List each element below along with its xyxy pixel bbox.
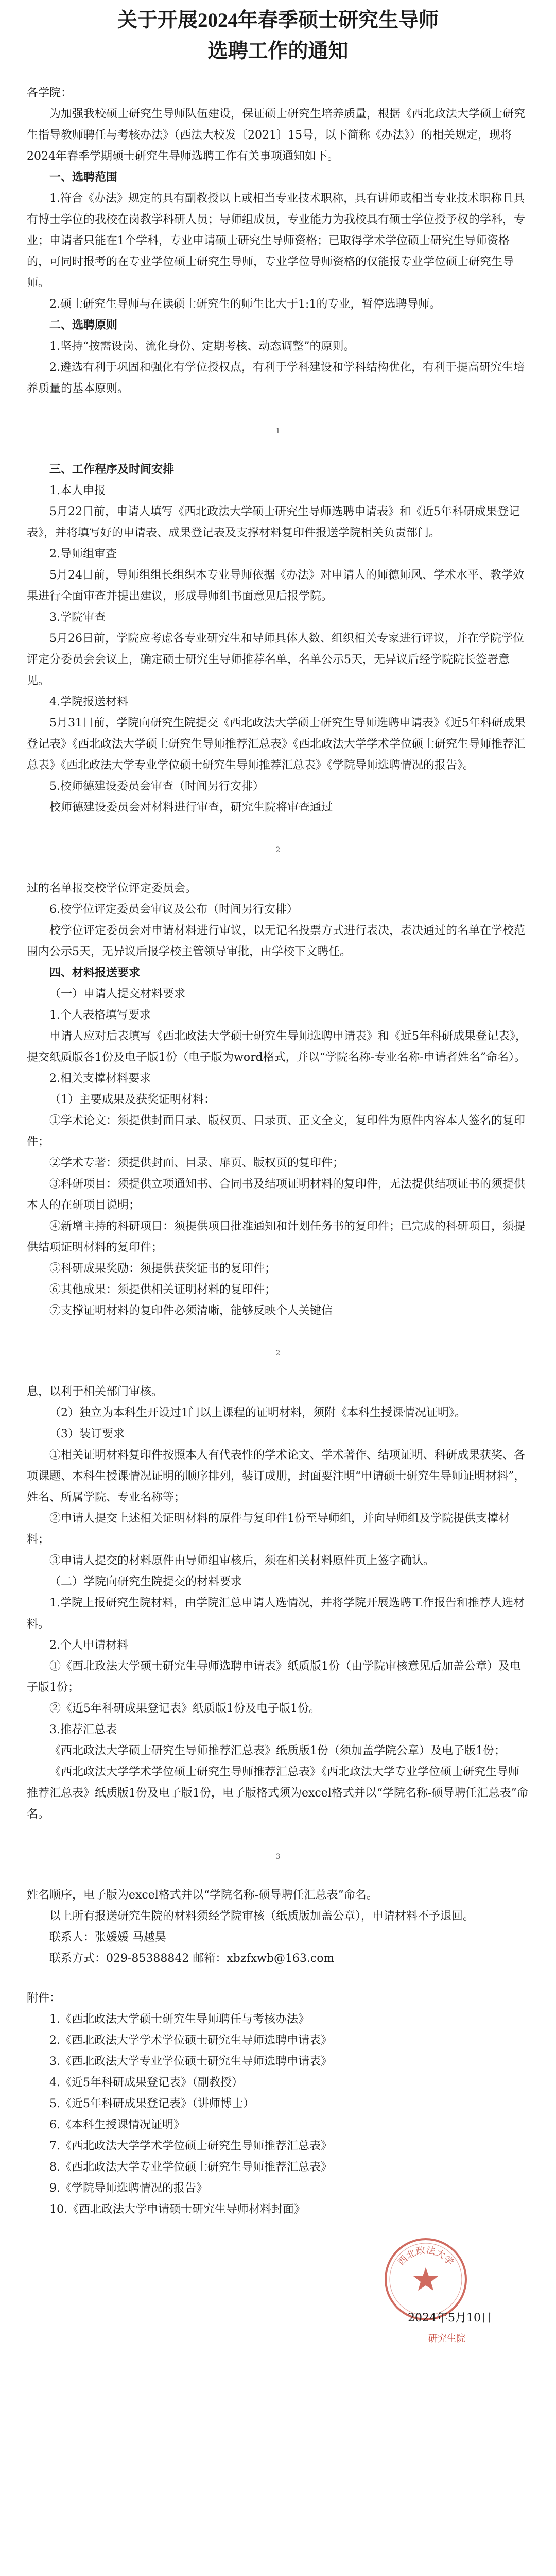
attachment-item: 5.《近5年科研成果登记表》（讲师博士） xyxy=(49,2097,254,2110)
step-paragraph-6: 校学位评定委员会对申请材料进行审议，以无记名投票方式进行表决，表决通过的名单在学校范围内公示5天，无异议后报学校主管领导审批，由学校下文聘任。 xyxy=(27,924,526,958)
attachment-list xyxy=(27,1988,529,2220)
section1-paragraph-1: 1.符合《办法》规定的具有副教授以上或相当专业技术职称，具有讲师或相当专业技术职称且具有博士学位的我校在岗教学科研人员；导师组成员，专业能力为我校具有硕士学位授予权的学科，专业；申请者只能在1个学科，专业申请硕士研究生导师资格；已取得学术学位硕士研究生导师资格的，可同时报考的在专业学位硕士研究生导师，专业学位导师资格的仅能报专业学位硕士研究生导师。 xyxy=(27,192,526,290)
college-material-3a: 《西北政法大学硕士研究生导师推荐汇总表》纸质版1份（须加盖学院公章）及电子版1份； xyxy=(49,1744,506,1757)
attachment-item: 1.《西北政法大学硕士研究生导师聘任与考核办法》 xyxy=(49,2013,309,2026)
college-material-heading-3: 3.推荐汇总表 xyxy=(49,1723,117,1736)
page-number: 2 xyxy=(275,846,281,854)
svg-text:西北政法大学 xyxy=(396,2245,456,2267)
material-award: ⑤科研成果奖励：须提供获奖证书的复印件； xyxy=(49,1262,276,1275)
binding-requirement-1: ①相关证明材料复印件按照本人有代表性的学术论文、学术著作、结项证明、科研成果获奖、各项课题、本科生授课情况证明的顺序排列，装订成册，封面要注明“申请硕士研究生导师证明材料”，姓名、所属学院、专业名称等； xyxy=(27,1449,526,1504)
intro-paragraph: 为加强我校硕士研究生导师队伍建设，保证硕士研究生培养质量，根据《西北政法大学硕士研究生指导教师聘任与考核办法》（西法大校发〔2021〕15号，以下简称《办法》）的相关规定，现将2024年春季学期硕士研究生导师选聘工作有关事项通知如下。 xyxy=(27,108,526,163)
college-material-2b: ②《近5年科研成果登记表》纸质版1份及电子版1份。 xyxy=(49,1702,320,1715)
section-heading-1: 一、选聘范围 xyxy=(49,171,118,184)
binding-requirement-2: ②申请人提交上述相关证明材料的原件与复印件1份至导师组，并向导师组及学院提供支撑材料； xyxy=(27,1512,510,1546)
spacer xyxy=(27,1969,529,1988)
college-material-3b: 《西北政法大学学术学位硕士研究生导师推荐汇总表》《西北政法大学专业学位硕士研究生导师推荐汇总表》纸质版1份及电子版1份，电子版格式须为excel格式并以“学院名称-硕导聘任汇总表”命名。 xyxy=(27,1766,528,1821)
seal-text: 西北政法大学 xyxy=(395,2245,456,2268)
signature-unit: 研究生院 xyxy=(428,2333,465,2344)
section2-paragraph-2: 2.遴选有利于巩固和强化有学位授权点，有利于学科建设和学科结构优化，有利于提高研究生培养质量的基本原则。 xyxy=(27,361,525,395)
step-paragraph-5: 校师德建设委员会对材料进行审查，研究生院将审查通过 xyxy=(49,801,333,814)
title-block xyxy=(27,5,529,67)
subsection-heading-1: （一）申请人提交材料要求 xyxy=(49,988,186,1001)
page-number: 2 xyxy=(275,1349,281,1358)
document-title-line2: 选聘工作的通知 xyxy=(207,40,349,62)
signature-date: 2024年5月10日 xyxy=(408,2312,492,2325)
material-other: ⑥其他成果：须提供相关证明材料的复印件； xyxy=(49,1283,276,1296)
attachment-item: 6.《本科生授课情况证明》 xyxy=(49,2119,185,2131)
step-paragraph-1: 5月22日前，申请人填写《西北政法大学硕士研究生导师选聘申请表》和《近5年科研成果登记表》，并将填写好的申请表、成果登记表及支撑材料复印件报送学院相关负责部门。 xyxy=(27,505,520,539)
step-heading-5: 5.校师德建设委员会审查（时间另行安排） xyxy=(49,780,264,793)
material-paper: ①学术论文：须提供封面目录、版权页、目录页、正文全文，复印件为原件内容本人签名的复印件； xyxy=(27,1114,526,1148)
material-project: ③科研项目：须提供立项通知书、合同书及结项证明材料的复印件，无法提供结项证书的须提供本人的在研项目说明； xyxy=(27,1178,526,1212)
section-heading-3: 三、工作程序及时间安排 xyxy=(49,463,175,476)
item-heading-2c: （3）装订要求 xyxy=(49,1428,125,1440)
item-heading-2: 2.相关支撑材料要求 xyxy=(49,1072,151,1085)
attachment-item: 7.《西北政法大学学术学位硕士研究生导师推荐汇总表》 xyxy=(49,2140,332,2153)
binding-requirement-3: ③申请人提交的材料原件由导师组审核后，须在相关材料原件页上签字确认。 xyxy=(49,1554,435,1567)
item-heading-2a: （1）主要成果及获奖证明材料： xyxy=(49,1093,215,1106)
attachment-item: 10.《西北政法大学申请硕士研究生导师材料封面》 xyxy=(49,2203,305,2216)
college-material-1: 1.学院上报研究生院材料，由学院汇总申请人选情况，并将学院开展选聘工作报告和推荐人选材料。 xyxy=(27,1597,525,1631)
step-heading-6: 6.校学位评定委员会审议及公布（时间另行安排） xyxy=(49,903,298,916)
attachment-item: 2.《西北政法大学学术学位硕士研究生导师选聘申请表》 xyxy=(49,2034,332,2047)
subsection-heading-2: （二）学院向研究生院提交的材料要求 xyxy=(49,1575,242,1588)
step-heading-2: 2.导师组审查 xyxy=(49,548,117,561)
tail-paragraph: 以上所有报送研究生院的材料须经学院审核（纸质版加盖公章），申请材料不予退回。 xyxy=(49,1910,475,1923)
item-heading-1: 1.个人表格填写要求 xyxy=(49,1009,151,1022)
step-heading-3: 3.学院审查 xyxy=(49,611,106,624)
contact-persons: 联系人：张媛媛 马越昊 xyxy=(49,1931,166,1944)
step-paragraph-2: 5月24日前，导师组组长组织本专业导师依据《办法》对申请人的师德师风、学术水平、教学效果进行全面审查并提出建议，形成导师组书面意见后报学院。 xyxy=(27,569,524,603)
section-heading-4: 四、材料报送要求 xyxy=(49,967,141,979)
signature-area xyxy=(27,2230,529,2349)
step-paragraph-5-continued: 过的名单报交校学位评定委员会。 xyxy=(27,882,197,895)
page-number: 1 xyxy=(275,427,281,435)
tail-continued: 姓名顺序，电子版为excel格式并以“学院名称-硕导聘任汇总表”命名。 xyxy=(27,1889,378,1902)
attachment-item: 3.《西北政法大学专业学位硕士研究生导师选聘申请表》 xyxy=(49,2055,332,2068)
step-paragraph-4: 5月31日前，学院向研究生院提交《西北政法大学硕士研究生导师选聘申请表》《近5年科研成果登记表》《西北政法大学硕士研究生导师推荐汇总表》《西北政法大学学术学位硕士研究生导师推荐汇总表》《西北政法大学专业学位硕士研究生导师推荐汇总表》《学院导师选聘情况的报告》。 xyxy=(27,717,526,772)
step-heading-4: 4.学院报送材料 xyxy=(49,696,128,708)
material-monograph: ②学术专著：须提供封面、目录、扉页、版权页的复印件； xyxy=(49,1157,344,1170)
item-paragraph-1: 申请人应对后表填写《西北政法大学硕士研究生导师选聘申请表》和《近5年科研成果登记表》，提交纸质版各1份及电子版1份（电子版为word格式，并以“学院名称-专业名称-申请者姓名”命名）。 xyxy=(27,1030,527,1064)
step-paragraph-3: 5月26日前，学院应考虑各专业研究生和导师具体人数、组织相关专家进行评议，并在学院学位评定分委员会会议上，确定硕士研究生导师推荐名单，名单公示5天，无异议后经学院院长签署意见。 xyxy=(27,632,524,687)
item-heading-2b: （2）独立为本科生开设过1门以上课程的证明材料，须附《本科生授课情况证明》。 xyxy=(49,1406,466,1419)
attachment-item: 8.《西北政法大学专业学位硕士研究生导师推荐汇总表》 xyxy=(49,2161,332,2174)
section-heading-2: 二、选聘原则 xyxy=(49,319,118,332)
material-copy-requirement: ⑦支撑证明材料的复印件必须清晰，能够反映个人关键信 xyxy=(49,1304,333,1317)
section1-paragraph-2: 2.硕士研究生导师与在读硕士研究生的师生比大于1:1的专业，暂停选聘导师。 xyxy=(49,298,441,311)
material-new-project: ④新增主持的科研项目：须提供项目批准通知和计划任务书的复印件；已完成的科研项目，须提供结项证明材料的复印件； xyxy=(27,1220,526,1254)
step-heading-1: 1.本人申报 xyxy=(49,484,106,497)
document-title-line1: 关于开展2024年春季硕士研究生导师 xyxy=(117,9,439,31)
page-number: 3 xyxy=(275,1853,281,1861)
college-material-2a: ①《西北政法大学硕士研究生导师选聘申请表》纸质版1份（由学院审核意见后加盖公章）及电子版1份； xyxy=(27,1660,522,1694)
contact-info: 联系方式：029-85388842 邮箱：xbzfxwb@163.com xyxy=(49,1952,335,1965)
college-material-heading-2: 2.个人申请材料 xyxy=(49,1639,128,1652)
section2-paragraph-1: 1.坚持“按需设岗、流化身份、定期考核、动态调整”的原则。 xyxy=(49,340,355,353)
salutation: 各学院： xyxy=(27,87,73,99)
attachment-item: 4.《近5年科研成果登记表》（副教授） xyxy=(49,2076,243,2089)
material-copy-continued: 息，以利于相关部门审核。 xyxy=(27,1385,163,1398)
attachment-label: 附件： xyxy=(27,1992,61,2005)
attachment-item: 9.《学院导师选聘情况的报告》 xyxy=(49,2182,207,2195)
